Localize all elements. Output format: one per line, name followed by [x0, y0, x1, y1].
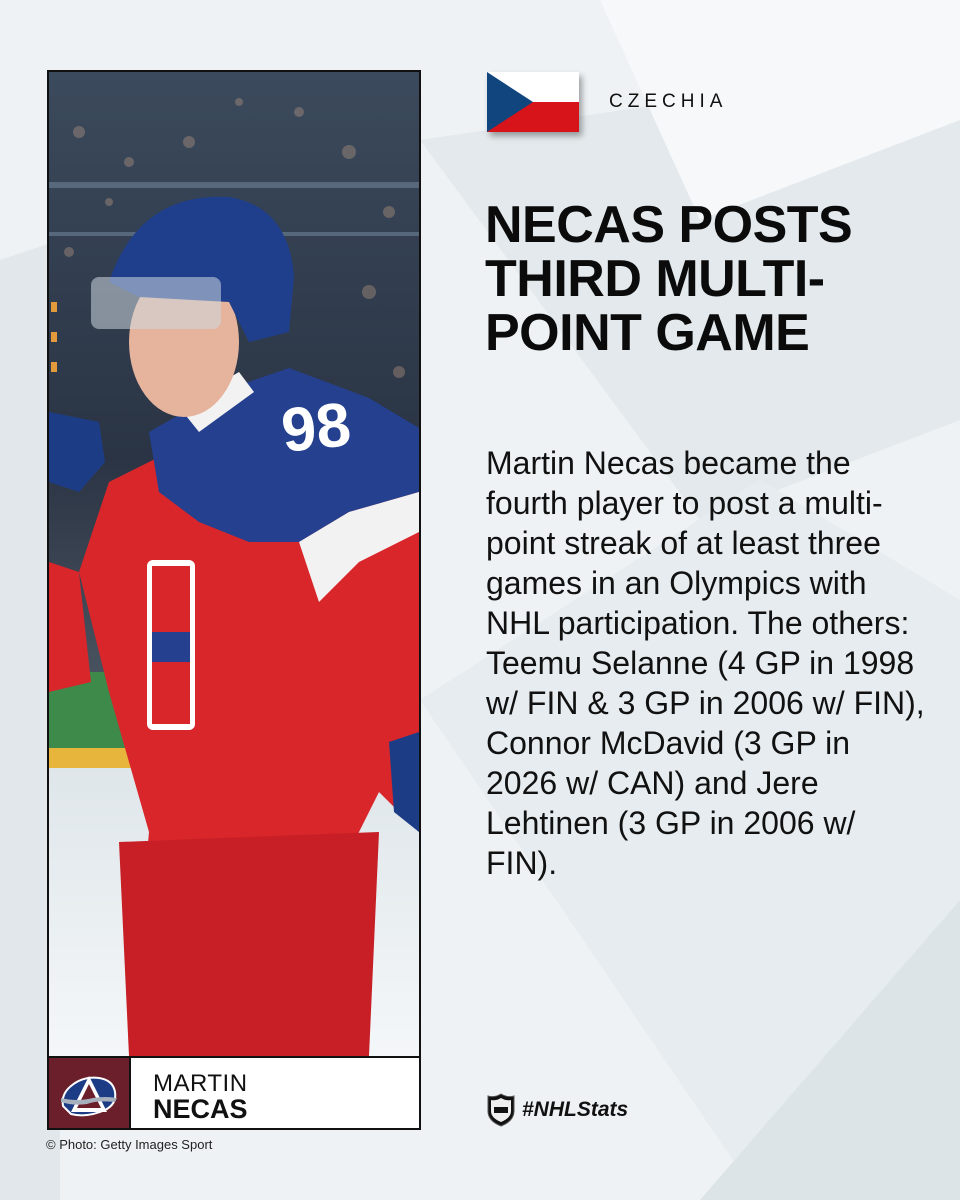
photo-credit: © Photo: Getty Images Sport	[46, 1137, 213, 1152]
czech-flag-icon	[487, 72, 579, 132]
colorado-avalanche-logo-icon	[57, 1068, 121, 1120]
svg-text:98: 98	[278, 390, 355, 466]
player-last-name: NECAS	[153, 1094, 248, 1124]
nhl-shield-icon	[486, 1093, 516, 1127]
player-photo-card	[47, 70, 421, 1130]
player-first-name: MARTIN	[153, 1070, 248, 1097]
headline: NECAS POSTS THIRD MULTI-POINT GAME	[485, 196, 853, 362]
player-nameplate	[49, 1056, 419, 1128]
hashtag-text[interactable]: #NHLStats	[522, 1098, 629, 1121]
player-photo	[49, 72, 419, 1056]
country-name: CZECHIA	[609, 91, 728, 112]
hashtag-footer	[486, 1093, 628, 1127]
team-logo-box	[49, 1058, 131, 1130]
body-text: Martin Necas became the fourth player to post a multi-point streak of at least three games in an Olympics with NHL participation. The others: Teemu Selanne (4 GP in 1998 w/ FIN & 3 GP in 2006 w/ FIN), Connor McDavid (3 GP in 2026 w/ CAN) and Jere Lehtinen (3 GP in 2006 w/ FIN).	[486, 445, 925, 881]
